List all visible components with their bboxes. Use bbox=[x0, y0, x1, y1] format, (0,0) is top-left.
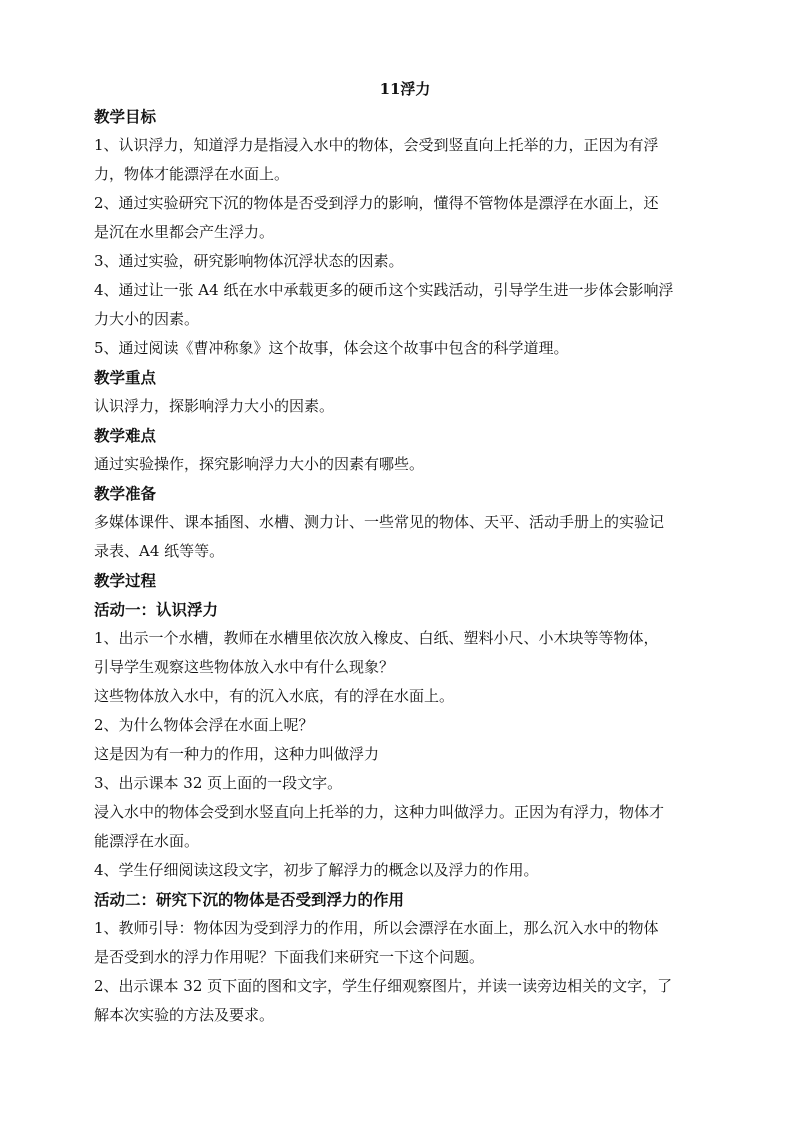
paragraph bbox=[94, 914, 706, 972]
paragraph-line: 多媒体课件、课本插图、水槽、测力计、一些常见的物体、天平、活动手册上的实验记 bbox=[94, 513, 665, 531]
paragraph-line: 1、认识浮力，知道浮力是指浸入水中的物体，会受到竖直向上托举的力，正因为有浮 bbox=[94, 136, 659, 154]
paragraph-line: 是否受到水的浮力作用呢？下面我们来研究一下这个问题。 bbox=[94, 948, 485, 966]
section-heading: 活动一：认识浮力 bbox=[94, 600, 219, 619]
paragraph-line: 2、出示课本 32 页下面的图和文字，学生仔细观察图片，并读一读旁边相关的文字，了 bbox=[94, 977, 673, 995]
paragraph-line: 是沉在水里都会产生浮力。 bbox=[94, 223, 275, 241]
section-heading: 教学目标 bbox=[94, 107, 157, 126]
paragraph-line: 3、出示课本 32 页上面的一段文字。 bbox=[94, 774, 343, 792]
paragraph bbox=[94, 856, 706, 885]
paragraph-line: 浸入水中的物体会受到水竖直向上托举的力，这种力叫做浮力。正因为有浮力，物体才 bbox=[94, 803, 665, 821]
document-title: 11浮力 bbox=[379, 80, 431, 98]
paragraph bbox=[94, 247, 706, 276]
paragraph-line: 录表、A4 纸等等。 bbox=[94, 542, 225, 560]
paragraph-line: 能漂浮在水面。 bbox=[94, 832, 200, 850]
paragraph-line: 这些物体放入水中，有的沉入水底，有的浮在水面上。 bbox=[94, 687, 455, 705]
paragraph bbox=[94, 131, 706, 189]
paragraph-line: 5、通过阅读《曹冲称象》这个故事，体会这个故事中包含的科学道理。 bbox=[94, 339, 569, 357]
paragraph-line: 引导学生观察这些物体放入水中有什么现象？ bbox=[94, 658, 395, 676]
paragraph bbox=[94, 972, 706, 1030]
paragraph bbox=[94, 450, 706, 479]
section-heading: 教学准备 bbox=[94, 484, 157, 503]
paragraph bbox=[94, 392, 706, 421]
section-heading: 教学难点 bbox=[94, 426, 157, 445]
paragraph-line: 4、学生仔细阅读这段文字，初步了解浮力的概念以及浮力的作用。 bbox=[94, 861, 539, 879]
paragraph-line: 认识浮力，探影响浮力大小的因素。 bbox=[94, 397, 335, 415]
paragraph-line: 1、出示一个水槽，教师在水槽里依次放入橡皮、白纸、塑料小尺、小木块等等物体， bbox=[94, 629, 659, 647]
section-heading: 教学重点 bbox=[94, 368, 157, 387]
section-heading: 教学过程 bbox=[94, 571, 157, 590]
paragraph-line: 3、通过实验，研究影响物体沉浮状态的因素。 bbox=[94, 252, 404, 270]
paragraph-line: 4、通过让一张 A4 纸在水中承载更多的硬币这个实践活动，引导学生进一步体会影响浮 bbox=[94, 281, 674, 299]
document-body bbox=[94, 76, 706, 1030]
paragraph bbox=[94, 508, 706, 566]
paragraph bbox=[94, 276, 706, 334]
paragraph bbox=[94, 334, 706, 363]
paragraph-line: 解本次实验的方法及要求。 bbox=[94, 1006, 275, 1024]
paragraph-line: 2、为什么物体会浮在水面上呢？ bbox=[94, 716, 314, 734]
paragraph bbox=[94, 682, 706, 711]
paragraph-line: 这是因为有一种力的作用，这种力叫做浮力 bbox=[94, 745, 380, 763]
paragraph bbox=[94, 624, 706, 682]
paragraph-line: 力大小的因素。 bbox=[94, 310, 200, 328]
paragraph bbox=[94, 711, 706, 740]
section-heading: 活动二：研究下沉的物体是否受到浮力的作用 bbox=[94, 890, 405, 909]
paragraph bbox=[94, 798, 706, 856]
paragraph-line: 力，物体才能漂浮在水面上。 bbox=[94, 165, 290, 183]
paragraph-line: 通过实验操作，探究影响浮力大小的因素有哪些。 bbox=[94, 455, 425, 473]
paragraph-line: 1、教师引导：物体因为受到浮力的作用，所以会漂浮在水面上，那么沉入水中的物体 bbox=[94, 919, 659, 937]
paragraph bbox=[94, 189, 706, 247]
paragraph bbox=[94, 740, 706, 769]
paragraph bbox=[94, 769, 706, 798]
paragraph-line: 2、通过实验研究下沉的物体是否受到浮力的影响，懂得不管物体是漂浮在水面上，还 bbox=[94, 194, 659, 212]
